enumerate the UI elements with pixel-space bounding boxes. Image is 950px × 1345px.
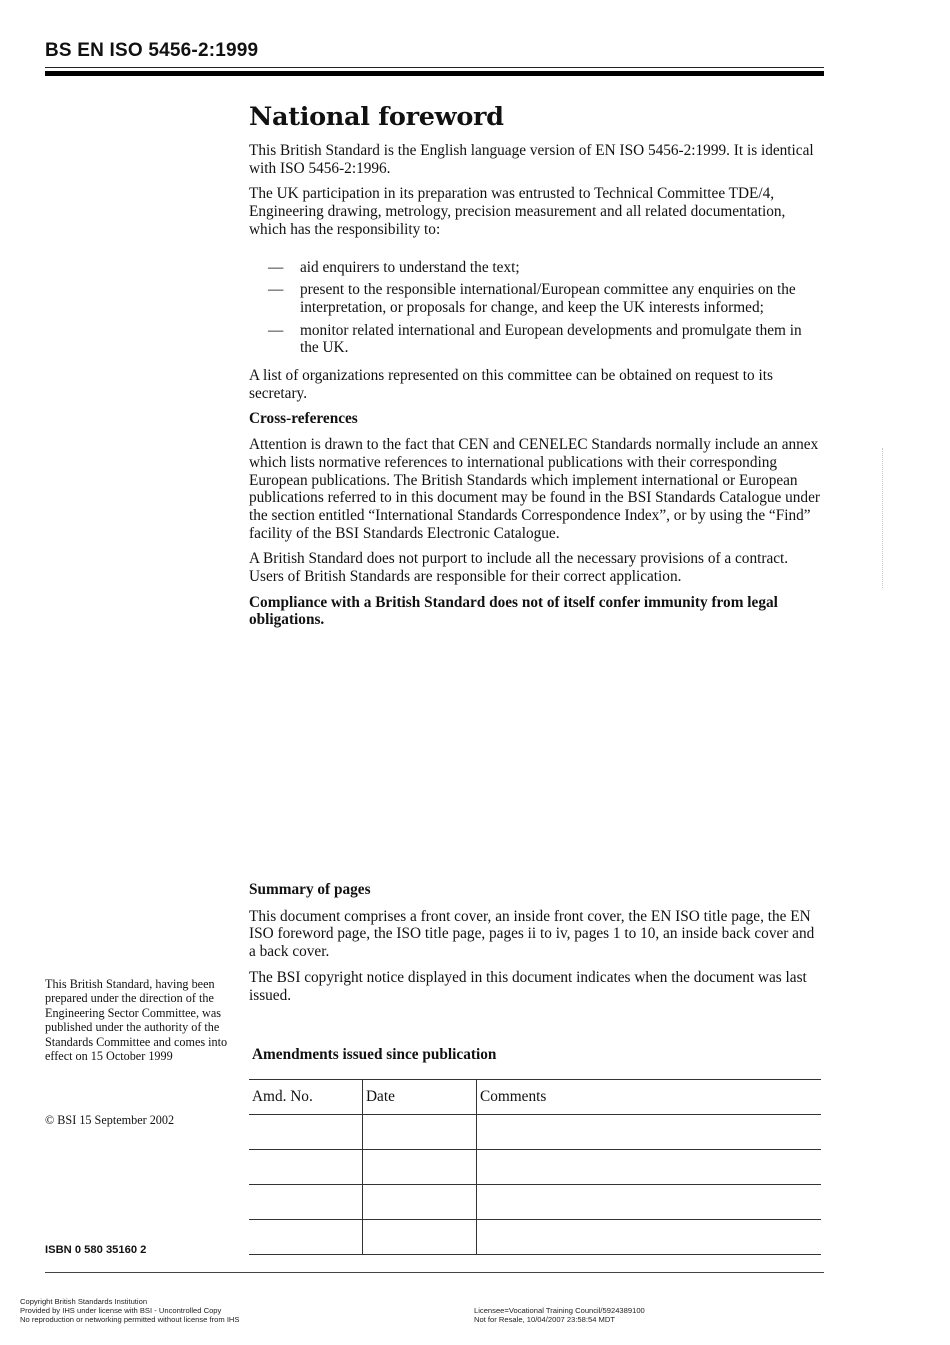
table-cell [477, 1115, 822, 1150]
footer-license-right [474, 1306, 645, 1324]
footer-line: Copyright British Standards Institution [20, 1297, 148, 1306]
table-header-row [249, 1080, 821, 1115]
table-row [249, 1185, 821, 1220]
list-item-text: monitor related international and European developments and promulgate them in the UK. [300, 321, 802, 357]
amendments-table [249, 1079, 821, 1255]
copyright-notice: © BSI 15 September 2002 [45, 1113, 175, 1127]
responsibility-list [249, 259, 824, 358]
dash-marker: — [268, 258, 284, 276]
table-row [249, 1150, 821, 1185]
authority-note: This British Standard, having been prepared under the direction of the Engineering Sector Committee, was published under the authority of the Standards Committee and comes into effect on 15 October 1999 [45, 977, 228, 1064]
table-cell [477, 1220, 822, 1255]
column-header-amd-no: Amd. No. [249, 1080, 363, 1115]
committee-list-paragraph: A list of organizations represented on this committee can be obtained on request to its secretary. [249, 367, 773, 402]
header-rule-thin [45, 67, 824, 68]
list-item [249, 322, 824, 357]
table-cell [249, 1150, 363, 1185]
cross-references-paragraph: Attention is drawn to the fact that CEN and CENELEC Standards normally include an annex which lists normative references to international publications with their corresponding European publications. The British Standards which implement international or European publications referred to in this document may be found in the BSI Standards Catalogue under the section entitled “International Standards Correspondence Index”, or by using the “Find” facility of the BSI Standards Electronic Catalogue. [249, 436, 820, 542]
foreword-section [249, 100, 824, 637]
footer-rule [45, 1272, 824, 1273]
footer-line: No reproduction or networking permitted without license from IHS [20, 1315, 240, 1324]
header-rule-thick [45, 71, 824, 76]
list-item-text: aid enquirers to understand the text; [300, 258, 520, 276]
list-item-text: present to the responsible international/European committee any enquiries on the interpretation, or proposals for change, and keep the UK interests informed; [300, 281, 796, 316]
table-cell [249, 1115, 363, 1150]
table-cell [477, 1150, 822, 1185]
column-header-date: Date [363, 1080, 477, 1115]
footer-license-left [20, 1297, 239, 1324]
isbn: ISBN 0 580 35160 2 [45, 1244, 147, 1256]
compliance-paragraph: Compliance with a British Standard does not of itself confer immunity from legal obligations. [249, 593, 778, 629]
table-row [249, 1115, 821, 1150]
cross-references-heading: Cross-references [249, 410, 358, 428]
column-header-comments: Comments [477, 1080, 822, 1115]
table-cell [249, 1220, 363, 1255]
list-item [249, 259, 824, 277]
contract-paragraph: A British Standard does not purport to include all the necessary provisions of a contract. Users of British Standards are responsible for their correct application. [249, 550, 789, 586]
document-id: BS EN ISO 5456-2:1999 [45, 40, 259, 61]
table-cell [249, 1185, 363, 1220]
table-cell [363, 1150, 477, 1185]
table-row [249, 1220, 821, 1255]
footer-line: Licensee=Vocational Training Council/5924389100 [474, 1306, 645, 1315]
amendments-title: Amendments issued since publication [252, 1046, 497, 1063]
summary-heading: Summary of pages [249, 881, 371, 898]
table-cell [477, 1185, 822, 1220]
table-cell [363, 1185, 477, 1220]
summary-paragraph-1: This document comprises a front cover, an inside front cover, the EN ISO title page, the EN ISO foreword page, the ISO title page, pages ii to iv, pages 1 to 10, an inside back cover and a back cover. [249, 907, 815, 961]
table-cell [363, 1115, 477, 1150]
intro-paragraph-1: This British Standard is the English language version of EN ISO 5456-2:1999. It is identical with ISO 5456-2:1996. [249, 142, 814, 177]
watermark-mark [882, 448, 889, 588]
summary-section [249, 881, 824, 1012]
dash-marker: — [268, 321, 284, 339]
list-item [249, 281, 824, 316]
footer-line: Not for Resale, 10/04/2007 23:58:54 MDT [474, 1315, 615, 1324]
page-title: National foreword [249, 102, 504, 132]
dash-marker: — [268, 281, 284, 299]
table-cell [363, 1220, 477, 1255]
footer-line: Provided by IHS under license with BSI - Uncontrolled Copy [20, 1306, 222, 1315]
intro-paragraph-2: The UK participation in its preparation was entrusted to Technical Committee TDE/4, Engineering drawing, metrology, precision measurement and all related documentation, which has the responsibility to: [249, 185, 786, 238]
summary-paragraph-2: The BSI copyright notice displayed in this document indicates when the document was last issued. [249, 968, 807, 1004]
